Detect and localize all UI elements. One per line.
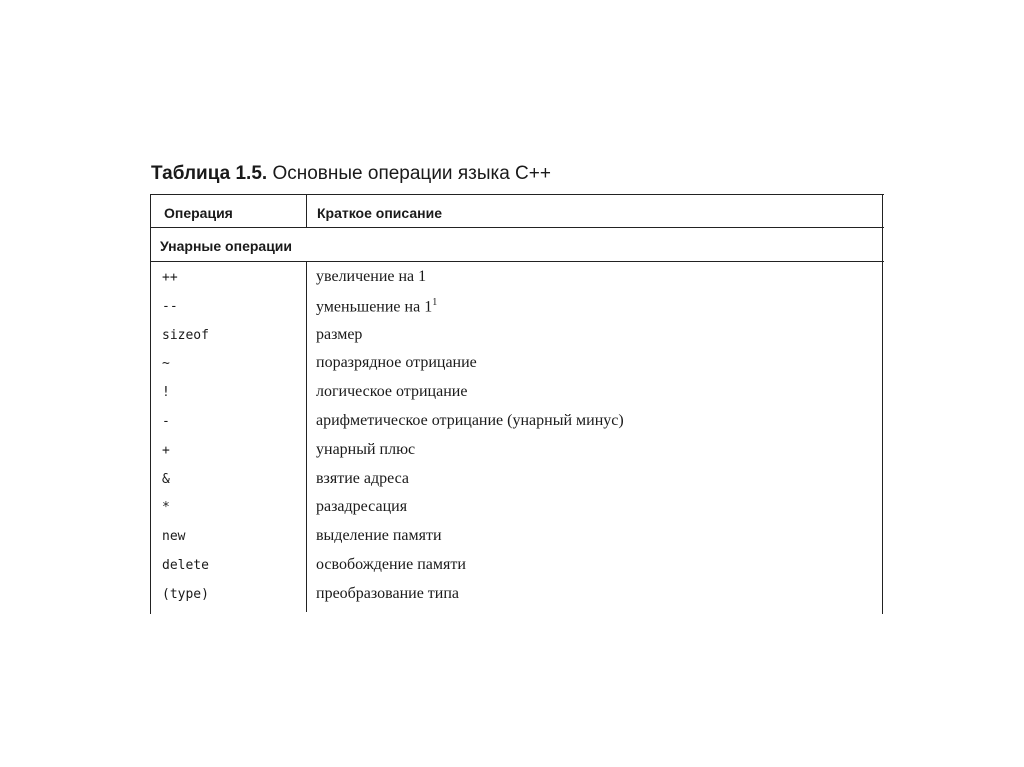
section-title: Унарные операции xyxy=(160,238,293,254)
description-text: размер xyxy=(316,325,363,343)
description-text: выделение памяти xyxy=(316,527,442,545)
description-text: поразрядное отрицание xyxy=(316,354,477,372)
description-cell xyxy=(316,527,442,545)
operation-cell: new xyxy=(162,529,186,545)
table-caption xyxy=(151,163,551,185)
table-row xyxy=(150,324,884,353)
table-row xyxy=(150,352,884,381)
operation-cell: delete xyxy=(162,558,209,573)
description-text: логическое отрицание xyxy=(316,383,468,401)
description-text: преобразование типа xyxy=(316,584,460,602)
description-cell xyxy=(316,585,459,603)
operation-cell: & xyxy=(162,471,170,487)
caption-title: Основные операции языка С++ xyxy=(272,163,551,184)
table-row xyxy=(150,266,884,295)
operation-cell: -- xyxy=(162,298,178,314)
operation-cell: ++ xyxy=(162,270,178,285)
description-cell xyxy=(316,326,362,344)
header-operation: Операция xyxy=(164,205,233,221)
description-text: освобождение памяти xyxy=(316,556,466,573)
table-row xyxy=(150,554,884,583)
description-text: разадресация xyxy=(316,498,408,516)
table-row xyxy=(150,295,884,324)
operation-cell: + xyxy=(162,442,170,458)
table-row xyxy=(150,525,884,554)
description-cell xyxy=(316,556,466,574)
description-cell xyxy=(316,470,409,488)
section-bottom-border xyxy=(150,261,884,262)
footnote-marker: 1 xyxy=(432,296,438,308)
caption-number: Таблица 1.5. xyxy=(151,163,268,184)
header-description: Краткое описание xyxy=(317,205,442,221)
description-text: арифметическое отрицание (унарный минус) xyxy=(316,412,624,429)
header-column-divider xyxy=(306,194,307,227)
description-cell xyxy=(316,297,437,316)
description-cell xyxy=(316,498,407,516)
description-cell xyxy=(316,412,624,430)
description-text: уменьшение на 1 xyxy=(316,298,433,316)
table-row xyxy=(150,468,884,497)
description-cell xyxy=(316,268,426,286)
table-row xyxy=(150,381,884,410)
table-row xyxy=(150,583,884,612)
table-row xyxy=(150,410,884,439)
description-cell xyxy=(316,354,477,372)
operation-cell: (type) xyxy=(162,586,209,602)
description-text: увеличение на 1 xyxy=(316,268,427,285)
header-bottom-border xyxy=(150,227,884,228)
operation-cell: sizeof xyxy=(162,327,209,343)
table-row xyxy=(150,439,884,468)
operation-cell: - xyxy=(162,414,170,429)
operation-cell: ~ xyxy=(162,356,170,372)
operations-table xyxy=(150,194,884,614)
table-top-border xyxy=(150,194,884,195)
description-text: взятие адреса xyxy=(316,469,410,487)
operation-cell: ! xyxy=(162,385,170,401)
table-row xyxy=(150,496,884,525)
description-cell xyxy=(316,441,415,459)
description-cell xyxy=(316,383,467,401)
description-text: унарный плюс xyxy=(316,440,416,458)
operation-cell: * xyxy=(162,500,170,516)
